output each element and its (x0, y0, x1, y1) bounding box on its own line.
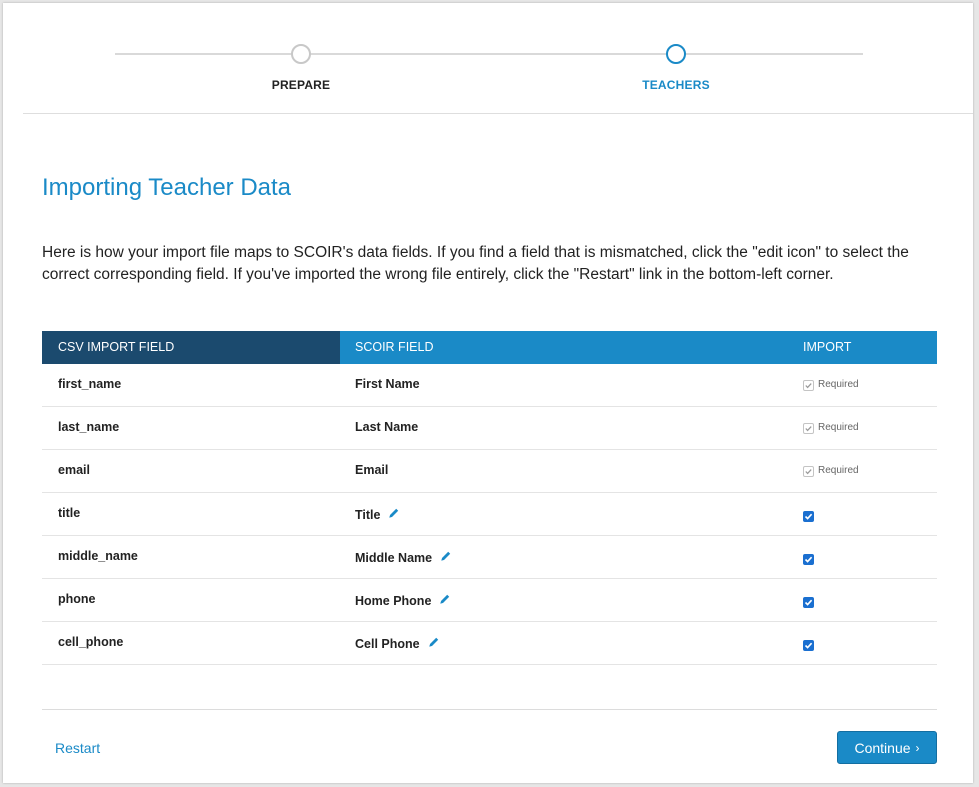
required-checkbox (803, 380, 814, 391)
field-mapping-table (42, 331, 937, 665)
scoir-field (340, 493, 787, 535)
required-checkbox (803, 466, 814, 477)
check-icon (803, 597, 814, 608)
step-dot-teachers[interactable] (666, 44, 686, 64)
required-checkbox (803, 423, 814, 434)
header-divider (23, 113, 973, 114)
scoir-field-label: Last Name (355, 420, 419, 434)
step-label-teachers: TEACHERS (642, 78, 710, 92)
table-row (42, 407, 937, 450)
scoir-field-label: Middle Name (355, 551, 433, 565)
import-checkbox[interactable] (803, 511, 814, 522)
required-label: Required (818, 465, 859, 476)
csv-field: cell_phone (58, 635, 124, 649)
chevron-right-icon: › (915, 740, 920, 755)
required-label: Required (818, 422, 859, 433)
table-row (42, 622, 937, 665)
import-card (3, 3, 973, 783)
check-icon (804, 424, 813, 433)
table-row (42, 450, 937, 493)
restart-link[interactable]: Restart (55, 740, 101, 756)
scoir-field (340, 407, 787, 449)
scoir-field-label: Cell Phone (355, 637, 420, 651)
page-description: Here is how your import file maps to SCOIR's data fields. If you find a field that is mismatched, click the "edit icon" to select the correct corresponding field. If you've imported the wrong file entirely, click the "Restart" link in the bottom-left corner. (42, 244, 909, 283)
import-cell (787, 493, 937, 535)
check-icon (804, 467, 813, 476)
scoir-field (340, 536, 787, 578)
step-label-prepare: PREPARE (271, 78, 331, 92)
stepper-track (115, 53, 863, 55)
scoir-field (340, 579, 787, 621)
csv-field: phone (58, 592, 96, 606)
scoir-field-label: Home Phone (355, 594, 432, 608)
check-icon (803, 511, 814, 522)
check-icon (803, 554, 814, 565)
scoir-field (340, 622, 787, 664)
import-cell (787, 622, 937, 664)
check-icon (804, 381, 813, 390)
pencil-icon[interactable] (388, 507, 400, 519)
table-row (42, 364, 937, 407)
scoir-field-label: First Name (355, 377, 420, 391)
pencil-icon[interactable] (428, 636, 440, 648)
table-row (42, 536, 937, 579)
csv-field: middle_name (58, 549, 138, 563)
import-checkbox[interactable] (803, 554, 814, 565)
import-checkbox[interactable] (803, 597, 814, 608)
step-dot-prepare[interactable] (291, 44, 311, 64)
scoir-field (340, 364, 787, 406)
csv-field: last_name (58, 420, 120, 434)
page-title: Importing Teacher Data (42, 174, 292, 201)
csv-field: first_name (58, 377, 122, 391)
continue-label: Continue (854, 739, 911, 756)
csv-field: email (58, 463, 90, 477)
scoir-field-label: Email (355, 463, 389, 477)
check-icon (803, 640, 814, 651)
pencil-icon[interactable] (439, 593, 451, 605)
continue-button[interactable] (837, 731, 937, 764)
header-csv-import-field: CSV IMPORT FIELD (42, 331, 340, 364)
header-scoir-field: SCOIR FIELD (340, 331, 787, 364)
table-row (42, 579, 937, 622)
scoir-field (340, 450, 787, 492)
import-cell (787, 536, 937, 578)
import-checkbox[interactable] (803, 640, 814, 651)
required-label: Required (818, 379, 859, 390)
import-cell (787, 364, 937, 406)
footer-divider (42, 709, 937, 710)
csv-field: title (58, 506, 81, 520)
import-cell (787, 450, 937, 492)
import-cell (787, 579, 937, 621)
scoir-field-label: Title (355, 508, 381, 522)
progress-stepper (3, 3, 973, 113)
import-cell (787, 407, 937, 449)
pencil-icon[interactable] (440, 550, 452, 562)
table-header (42, 331, 937, 364)
table-row (42, 493, 937, 536)
header-import: IMPORT (787, 331, 937, 364)
